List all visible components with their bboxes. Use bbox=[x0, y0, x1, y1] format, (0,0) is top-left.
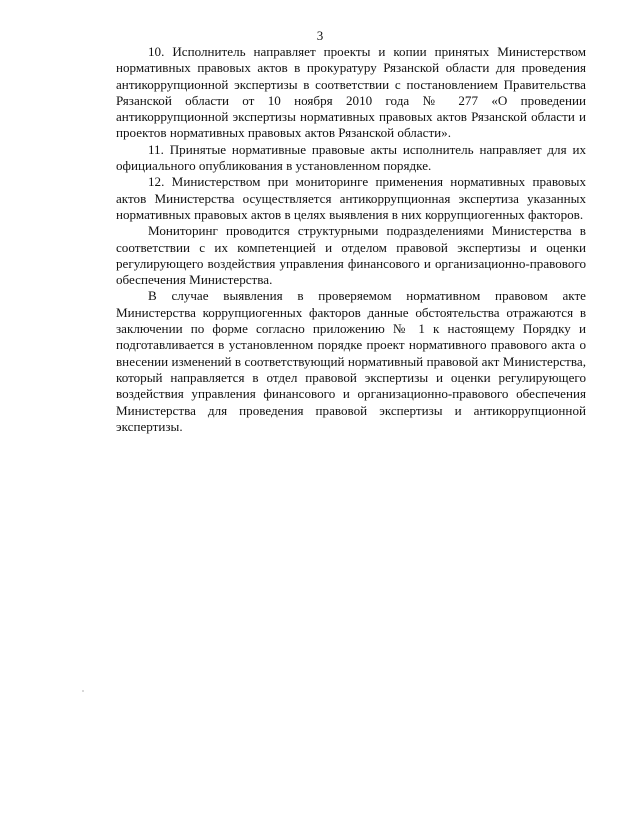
paragraph-11: 11. Принятые нормативные правовые акты исполнитель направляет для их официального опубликования в установленном порядке. bbox=[116, 141, 586, 174]
paragraph-12: 12. Министерством при мониторинге применения нормативных правовых актов Министерства осуществляется антикоррупционная экспертиза указанных нормативных правовых актов в целях выявления в них коррупциогенных факторов. bbox=[116, 174, 586, 222]
page-number: 3 bbox=[316, 28, 324, 43]
paragraph-10: 10. Исполнитель направляет проекты и копии принятых Министерством нормативных правовых актов в прокуратуру Рязанской области для проведения антикоррупционной экспертизы в соответствии с постановлением Правительства Рязанской области от 10 ноября 2010 года № 277 «О проведении антикоррупционной экспертизы нормативных правовых актов Рязанской области и проектов нормативных правовых актов Рязанской области». bbox=[116, 44, 586, 141]
document-body bbox=[116, 44, 586, 435]
paragraph-monitoring: Мониторинг проводится структурными подразделениями Министерства в соответствии с их компетенцией и отделом правовой экспертизы и оценки регулирующего воздействия управления финансового и организационно-правового обеспечения Министерства. bbox=[116, 223, 586, 288]
paragraph-detection: В случае выявления в проверяемом нормативном правовом акте Министерства коррупциогенных факторов данные обстоятельства отражаются в заключении по форме согласно приложению № 1 к настоящему Порядку и подготавливается в установленном порядке проект нормативного правового акта о внесении изменений в соответствующий нормативный правовой акт Министерства, который направляется в отдел правовой экспертизы и оценки регулирующего воздействия управления финансового и организационно-правового обеспечения Министерства для проведения правовой экспертизы и антикоррупционной экспертизы. bbox=[116, 288, 586, 434]
scan-speck bbox=[82, 690, 84, 692]
